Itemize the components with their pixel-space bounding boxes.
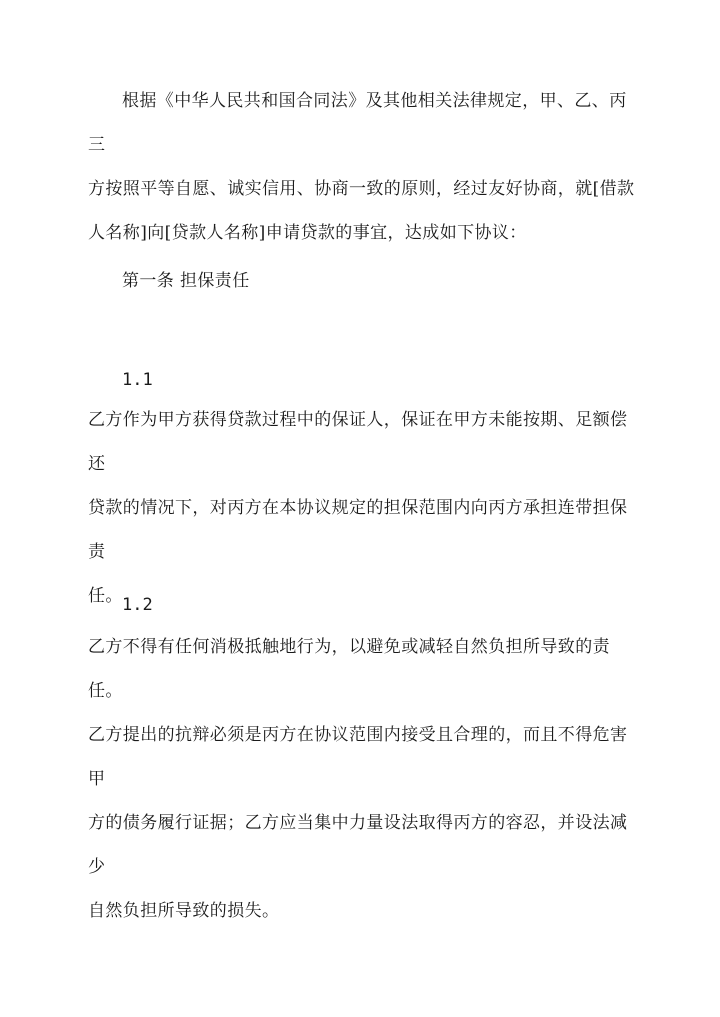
- clause-1-2-line-4: 自然负担所导致的损失。: [88, 901, 280, 921]
- clause-1-2-line-3: 方的债务履行证据；乙方应当集中力量设法取得丙方的容忍，并设法减少: [88, 813, 628, 877]
- intro-paragraph: [88, 79, 636, 255]
- clause-1-2-number: 1.2: [122, 595, 153, 615]
- intro-line-2: 方按照平等自愿、诚实信用、协商一致的原则，经过友好协商，就[借款: [88, 179, 635, 199]
- clause-1-1-paragraph: [88, 398, 636, 618]
- clause-1-1-line-1: 乙方作为甲方获得贷款过程中的保证人，保证在甲方未能按期、足额偿还: [88, 410, 628, 474]
- clause-1-1-number: 1.1: [122, 370, 153, 390]
- article-1-heading: 第一条 担保责任: [122, 271, 250, 291]
- clause-1-2-line-2: 乙方提出的抗辩必须是丙方在协议范围内接受且合理的，而且不得危害甲: [88, 725, 628, 789]
- intro-line-3: 人名称]向[贷款人名称]申请贷款的事宜，达成如下协议：: [88, 223, 527, 243]
- clause-1-2-paragraph: [88, 625, 636, 933]
- intro-line-1: 根据《中华人民共和国合同法》及其他相关法律规定，甲、乙、丙三: [88, 91, 627, 155]
- clause-1-1-line-3: 任。: [88, 586, 123, 606]
- clause-1-1-line-2: 贷款的情况下，对丙方在本协议规定的担保范围内向丙方承担连带担保责: [88, 498, 628, 562]
- clause-1-2-line-1: 乙方不得有任何消极抵触地行为，以避免或减轻自然负担所导致的责任。: [88, 637, 610, 701]
